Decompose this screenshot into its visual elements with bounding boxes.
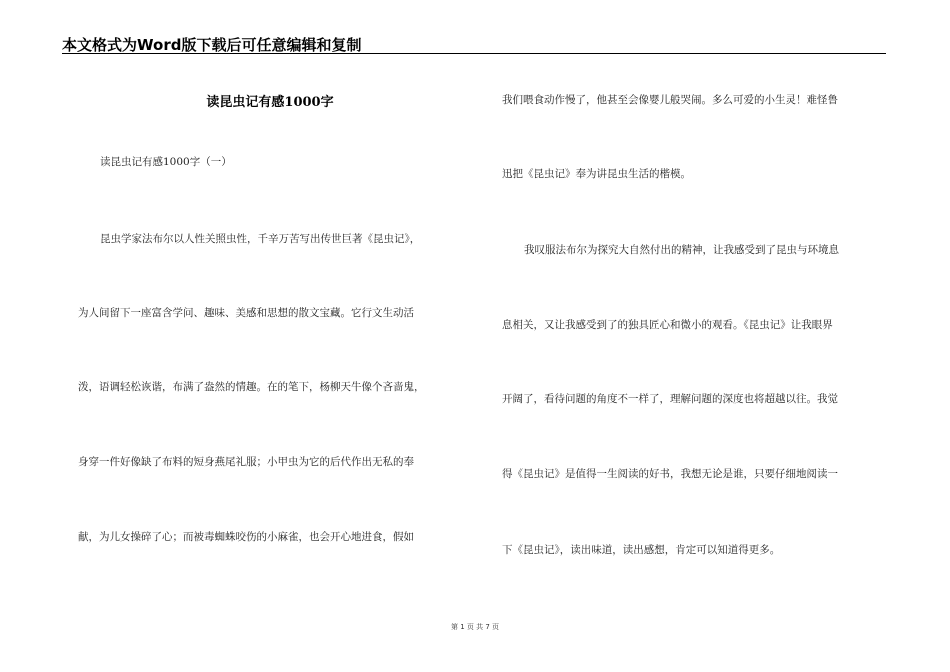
left-paragraph-line: 献，为儿女操碎了心；而被毒蜘蛛咬伤的小麻雀，也会开心地进食，假如 — [78, 531, 414, 543]
left-paragraph-line: 为人间留下一座富含学问、趣味、美感和思想的散文宝藏。它行文生动活 — [78, 307, 414, 319]
right-paragraph-line: 得《昆虫记》是值得一生阅读的好书，我想无论是谁，只要仔细地阅读一 — [502, 468, 838, 480]
right-paragraph-line: 我叹服法布尔为探究大自然付出的精神，让我感受到了昆虫与环境息 — [524, 244, 839, 256]
left-paragraph-line: 泼，语调轻松诙谐，布满了盎然的情趣。在的笔下，杨柳天牛像个吝啬鬼， — [78, 381, 425, 393]
right-paragraph-line: 迅把《昆虫记》奉为讲昆虫生活的楷模。 — [502, 168, 691, 180]
header-divider — [62, 53, 886, 54]
right-paragraph-line: 我们喂食动作慢了，他甚至会像婴儿般哭闹。多么可爱的小生灵！难怪鲁 — [502, 94, 838, 106]
left-subtitle-line: 读昆虫记有感1000字（一） — [100, 156, 232, 168]
document-title: 读昆虫记有感1000字 — [206, 95, 334, 110]
left-paragraph-line: 昆虫学家法布尔以人性关照虫性，千辛万苦写出传世巨著《昆虫记》， — [100, 233, 421, 245]
right-paragraph-line: 开阔了，看待问题的角度不一样了，理解问题的深度也将超越以往。我觉 — [502, 393, 838, 405]
left-paragraph-line: 身穿一件好像缺了布料的短身燕尾礼服；小甲虫为它的后代作出无私的奉 — [78, 456, 414, 468]
document-header: 本文格式为Word版下载后可任意编辑和复制 — [62, 36, 362, 54]
page-number: 第 1 页 共 7 页 — [450, 623, 500, 631]
right-paragraph-line: 下《昆虫记》，读出味道，读出感想，肯定可以知道得更多。 — [502, 544, 781, 556]
right-paragraph-line: 息相关，又让我感受到了的独具匠心和微小的观看。《昆虫记》让我眼界 — [502, 319, 833, 331]
